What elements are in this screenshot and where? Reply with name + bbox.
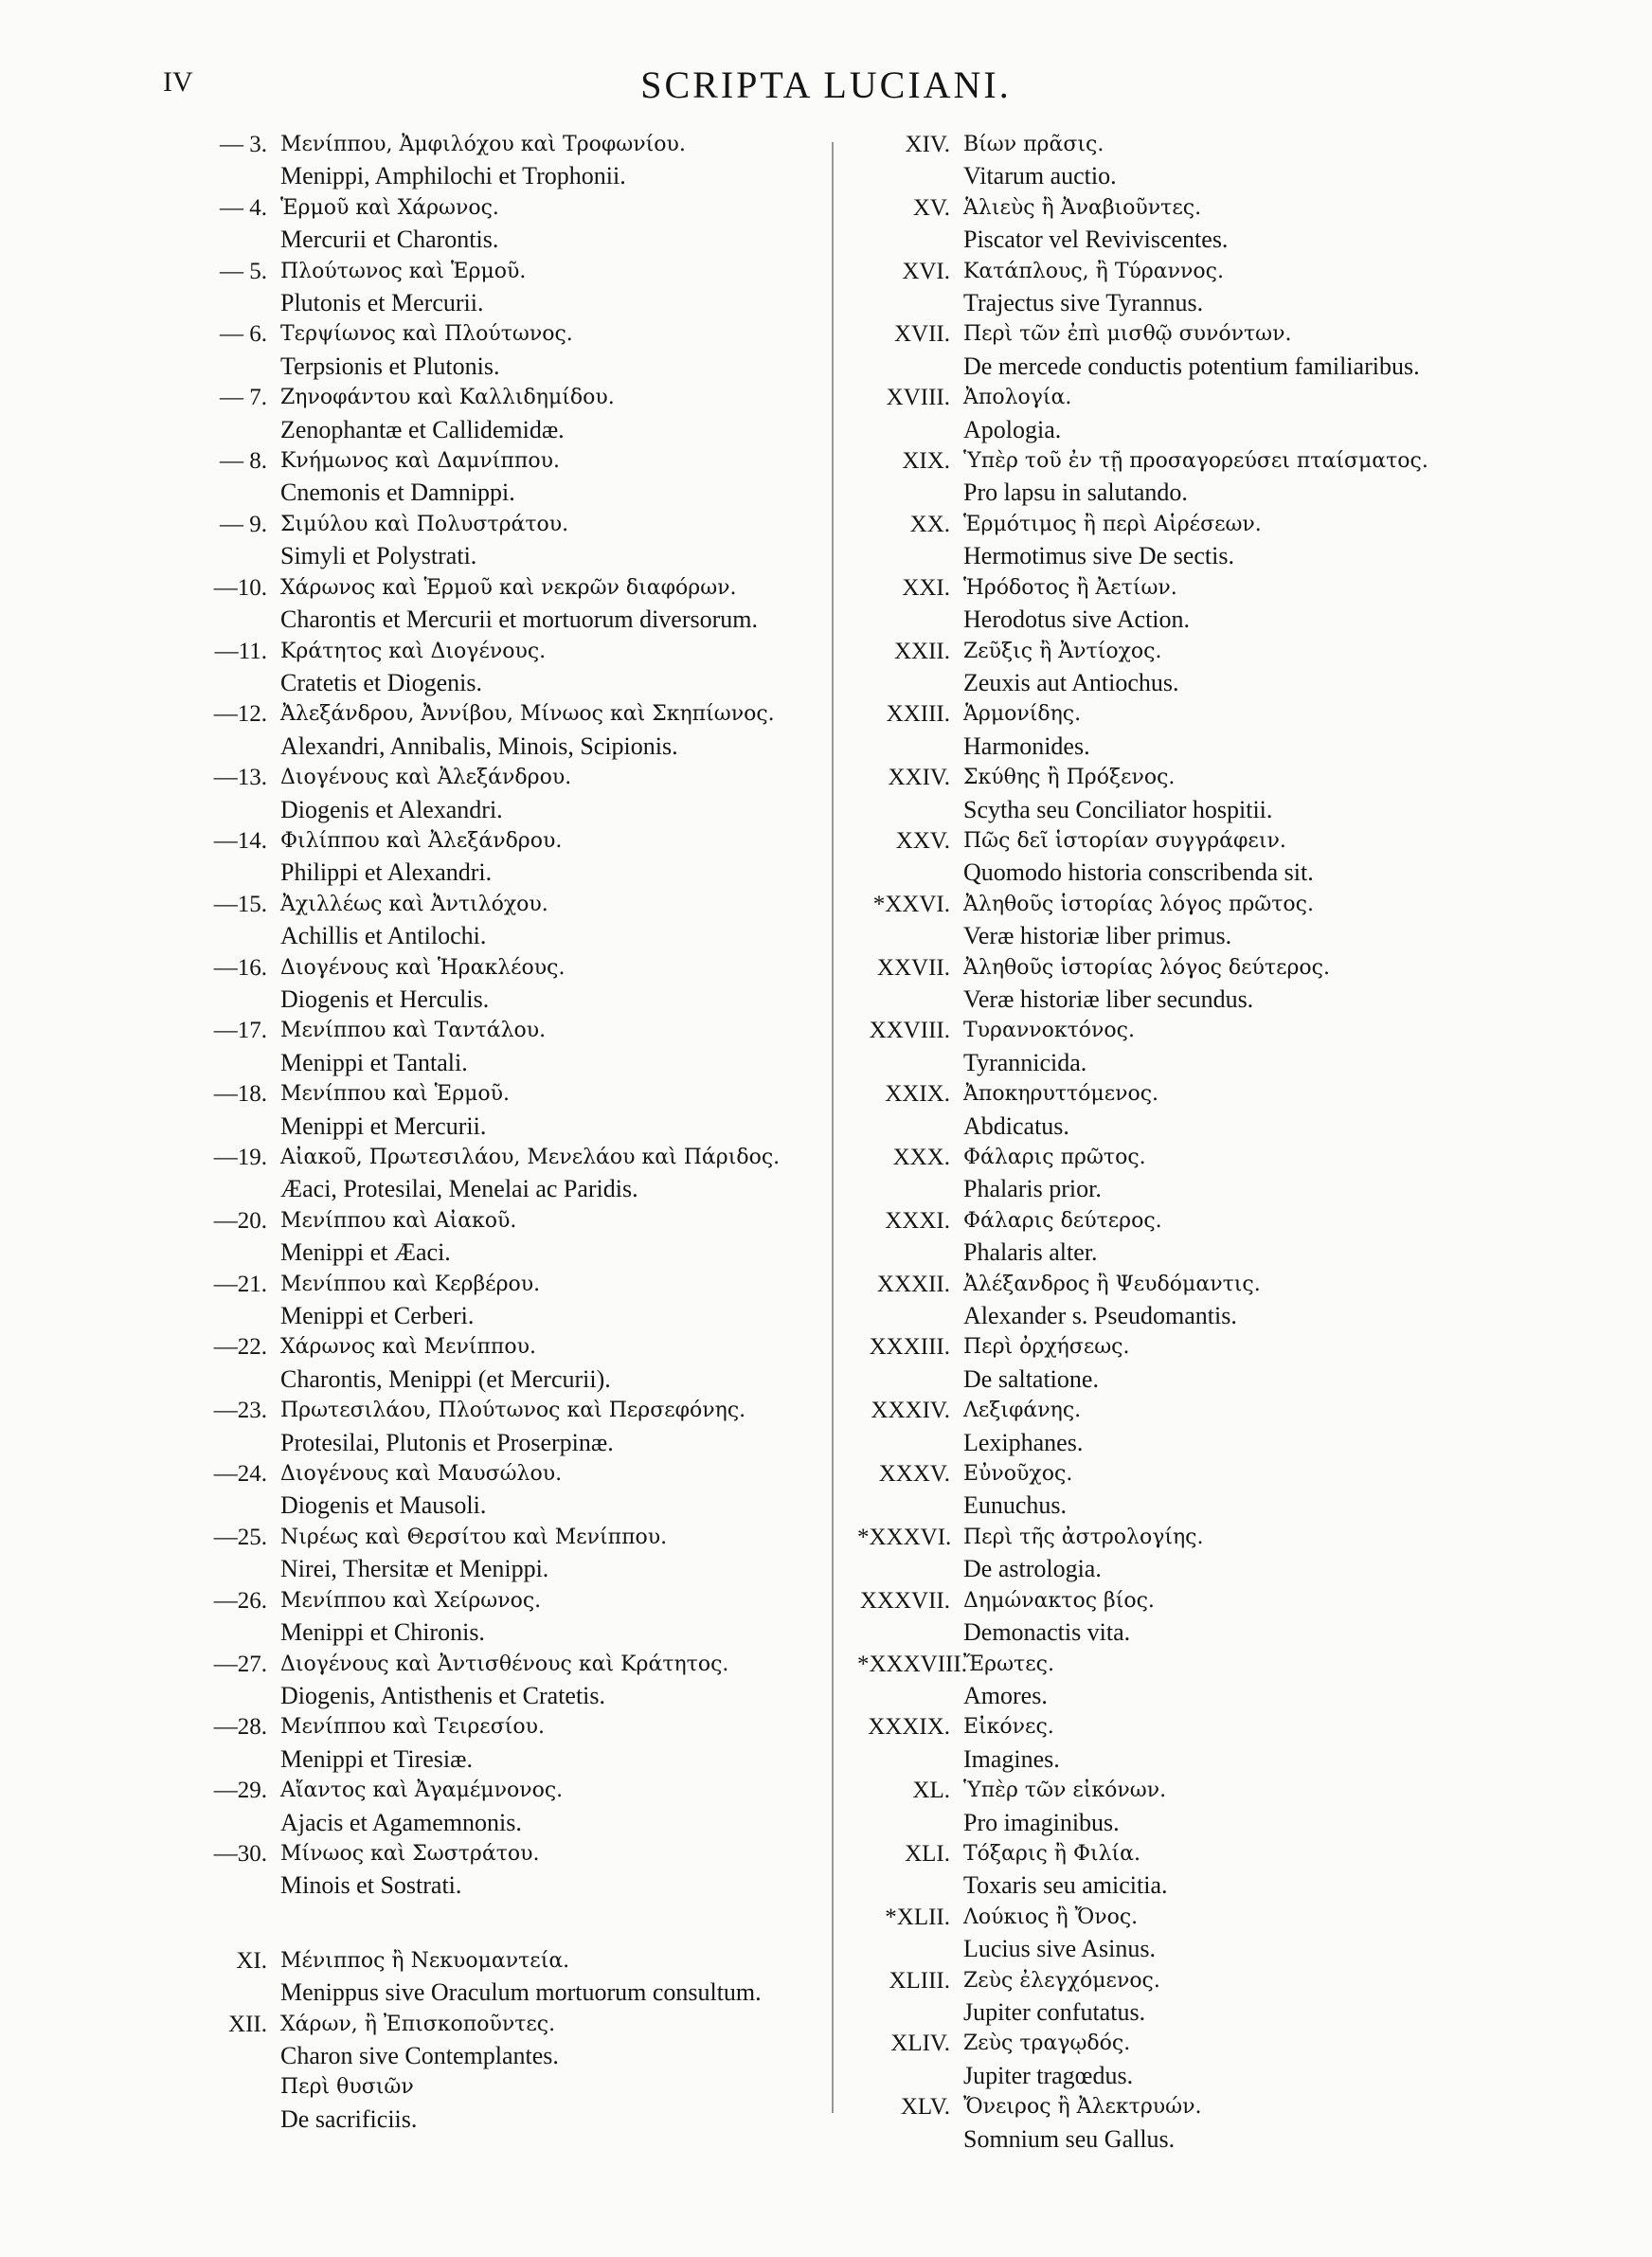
running-title: SCRIPTA LUCIANI.	[640, 63, 1012, 106]
entry-number: XXX.	[892, 1145, 950, 1170]
latin-title: Phalaris prior.	[963, 1175, 1102, 1203]
latin-title: Cratetis et Diogenis.	[280, 668, 483, 696]
latin-title: Menippi et Æaci.	[280, 1238, 451, 1267]
greek-title: Ζεὺς ἐλεγχόμενος.	[963, 1968, 1160, 1993]
page-number: IV	[163, 66, 193, 98]
toc-entry	[857, 1331, 1577, 1395]
toc-entry	[857, 1205, 1577, 1269]
toc-entry	[189, 1078, 824, 1142]
greek-title: Μενίππου καὶ Ἑρμοῦ.	[280, 1082, 511, 1107]
greek-title: Διογένους καὶ Μαυσώλου.	[280, 1462, 563, 1487]
entry-number: XVII.	[893, 321, 950, 348]
entry-number: XX.	[909, 511, 950, 537]
greek-title: Αἰακοῦ, Πρωτεσιλάου, Μενελάου καὶ Πάριδος.	[280, 1146, 781, 1169]
entry-number: XXXIX.	[868, 1714, 950, 1741]
latin-title: Terpsionis et Plutonis.	[280, 352, 500, 380]
latin-title: Vitarum auctio.	[963, 162, 1117, 190]
latin-title: Alexandri, Annibalis, Minois, Scipionis.	[280, 731, 678, 760]
page-header	[0, 63, 1652, 119]
entry-number: XXVIII.	[869, 1018, 950, 1044]
latin-title: Minois et Sostrati.	[280, 1871, 462, 1900]
greek-title: Κνήμωνος καὶ Δαμνίππου.	[280, 449, 560, 474]
latin-title: Menippi et Tantali.	[280, 1048, 468, 1076]
toc-entry	[189, 509, 824, 572]
column-divider	[832, 142, 834, 2113]
latin-title: Herodotus sive Action.	[963, 605, 1191, 634]
entry-number: XI.	[236, 1947, 267, 1974]
latin-title: Veræ historiæ liber primus.	[963, 922, 1232, 950]
greek-title: Ὄνειρος ἢ Ἀλεκτρυών.	[963, 2095, 1202, 2120]
greek-title: Κατάπλους, ἢ Τύραννος.	[963, 259, 1224, 283]
entry-number: XXV.	[895, 827, 950, 854]
greek-title: Ὑπὲρ τῶν εἰκόνων.	[963, 1779, 1167, 1803]
latin-title: Toxaris seu amicitia.	[963, 1871, 1168, 1900]
greek-title: Σιμύλου καὶ Πολυστράτου.	[280, 512, 569, 536]
greek-title: Μένιππος ἢ Νεκυομαντεία.	[280, 1948, 570, 1973]
latin-title: Cnemonis et Damnippi.	[280, 478, 515, 507]
entry-number: —28.	[213, 1714, 267, 1741]
latin-title: Diogenis et Alexandri.	[280, 795, 503, 823]
latin-title: Simyli et Polystrati.	[280, 542, 477, 570]
toc-entry	[857, 1078, 1577, 1142]
greek-title: Περὶ τῶν ἐπὶ μισθῷ συνόντων.	[963, 322, 1292, 347]
latin-title: Mercurii et Charontis.	[280, 226, 499, 254]
greek-title: Λεξιφάνης.	[963, 1399, 1082, 1423]
entry-number: XII.	[228, 2011, 267, 2037]
greek-title: Δημώνακτος βίος.	[963, 1588, 1155, 1613]
section-gap	[189, 1902, 824, 1945]
latin-title: Lucius sive Asinus.	[963, 1935, 1156, 1963]
entry-number: XVI.	[902, 258, 950, 284]
latin-title: Amores.	[963, 1681, 1048, 1709]
latin-title: Menippus sive Oraculum mortuorum consultum.	[280, 1978, 762, 2007]
latin-title: Diogenis et Herculis.	[280, 984, 490, 1013]
latin-title: Tyrannicida.	[963, 1048, 1087, 1076]
greek-title: Φάλαρις δεύτερος.	[963, 1208, 1162, 1233]
toc-entry	[857, 825, 1577, 889]
work-list	[857, 129, 1577, 2155]
greek-title: Σκύθης ἢ Πρόξενος.	[963, 766, 1176, 790]
greek-title: Ἀχιλλέως καὶ Ἀντιλόχου.	[280, 892, 548, 916]
work-list	[189, 1945, 824, 2135]
entry-number: —20.	[213, 1207, 267, 1234]
latin-title: Piscator vel Reviviscentes.	[963, 226, 1229, 254]
latin-title: Menippi, Amphilochi et Trophonii.	[280, 162, 626, 190]
entry-number: XLIII.	[889, 1967, 950, 1994]
toc-entry	[189, 256, 824, 319]
toc-entry	[857, 256, 1577, 319]
latin-title: Somnium seu Gallus.	[963, 2124, 1176, 2153]
toc-entry	[857, 1965, 1577, 2029]
toc-entry	[189, 1711, 824, 1775]
greek-title: Ὑπὲρ τοῦ ἐν τῇ προσαγορεύσει πταίσματος.	[963, 449, 1428, 474]
greek-title: Διογένους καὶ Ἡρακλέους.	[280, 955, 566, 980]
entry-number: —13.	[213, 765, 267, 791]
greek-title: Ἀλέξανδρος ἢ Ψευδόμαντις.	[963, 1272, 1261, 1296]
latin-title: Pro imaginibus.	[963, 1808, 1120, 1836]
latin-title: Harmonides.	[963, 731, 1090, 760]
toc-entry	[857, 1015, 1577, 1078]
latin-title: Alexander s. Pseudomantis.	[963, 1302, 1237, 1330]
greek-title: Ἀληθοῦς ἱστορίας λόγος δεύτερος.	[963, 955, 1330, 980]
toc-entry	[189, 1269, 824, 1332]
greek-title: Βίων πρᾶσις.	[963, 133, 1104, 156]
toc-entry	[857, 382, 1577, 445]
greek-title: Ἔρωτες.	[963, 1652, 1054, 1676]
toc-entry	[857, 1775, 1577, 1838]
toc-entry	[857, 2091, 1577, 2155]
toc-entry	[857, 2028, 1577, 2091]
entry-number: *XXXVI.	[857, 1524, 952, 1550]
greek-title: Πλούτωνος καὶ Ἑρμοῦ.	[280, 259, 527, 283]
latin-title: Jupiter confutatus.	[963, 1997, 1146, 2026]
entry-number: —26.	[213, 1587, 267, 1614]
greek-title: Πῶς δεῖ ἱστορίαν συγγράφειν.	[963, 828, 1286, 853]
toc-entry	[857, 509, 1577, 572]
latin-title: Veræ historiæ liber secundus.	[963, 984, 1254, 1013]
entry-number: —15.	[213, 891, 267, 917]
toc-entry	[189, 825, 824, 889]
latin-title: Eunuchus.	[963, 1491, 1068, 1520]
latin-title: Charontis et Mercurii et mortuorum diversorum.	[280, 605, 759, 634]
entry-number: XXIII.	[886, 701, 950, 728]
entry-number: —18.	[213, 1081, 267, 1108]
greek-title: Διογένους καὶ Ἀλεξάνδρου.	[280, 766, 572, 790]
dialogue-list	[189, 129, 824, 1902]
entry-number: XXII.	[893, 638, 950, 664]
greek-title: Κράτητος καὶ Διογένους.	[280, 639, 547, 663]
greek-title: Μενίππου καὶ Τειρεσίου.	[280, 1715, 545, 1740]
greek-title: Μίνωος καὶ Σωστράτου.	[280, 1841, 540, 1866]
latin-title: Phalaris alter.	[963, 1238, 1098, 1267]
entry-number: —27.	[213, 1651, 267, 1677]
greek-title: Νιρέως καὶ Θερσίτου καὶ Μενίππου.	[280, 1525, 668, 1549]
toc-entry	[189, 1205, 824, 1269]
latin-title: De saltatione.	[963, 1364, 1099, 1393]
toc-entry	[857, 1902, 1577, 1965]
latin-title: De astrologia.	[963, 1555, 1102, 1583]
entry-number: —30.	[213, 1840, 267, 1867]
entry-number: XXXI.	[885, 1207, 950, 1234]
greek-title: Ζηνοφάντου καὶ Καλλιδημίδου.	[280, 386, 615, 410]
greek-title: Διογένους καὶ Ἀντισθένους καὶ Κράτητος.	[280, 1652, 729, 1676]
latin-title: Quomodo historia conscribenda sit.	[963, 858, 1314, 887]
entry-number: XL.	[912, 1778, 950, 1804]
entry-number: —12.	[213, 701, 267, 728]
latin-title: Zenophantæ et Callidemidæ.	[280, 415, 565, 443]
greek-title: Ἀληθοῦς ἱστορίας λόγος πρῶτος.	[963, 892, 1314, 916]
entry-number: — 4.	[220, 194, 267, 221]
toc-entry	[857, 1269, 1577, 1332]
latin-title: Nirei, Thersitæ et Menippi.	[280, 1555, 549, 1583]
right-column	[857, 129, 1577, 2155]
greek-title: Περὶ ὀρχήσεως.	[963, 1335, 1130, 1360]
entry-number: *XXXVIII.	[857, 1651, 967, 1677]
toc-entry	[189, 952, 824, 1016]
greek-title: Ἑρμοῦ καὶ Χάρωνος.	[280, 195, 499, 220]
entry-number: XLV.	[900, 2094, 950, 2121]
toc-entry	[857, 1838, 1577, 1902]
toc-entry	[857, 698, 1577, 762]
greek-title: Φάλαρις πρῶτος.	[963, 1146, 1146, 1169]
entry-number: XV.	[912, 194, 950, 221]
entry-number: XLI.	[905, 1840, 950, 1867]
latin-title: Hermotimus sive De sectis.	[963, 542, 1234, 570]
toc-entry	[857, 1142, 1577, 1205]
greek-title: Μενίππου καὶ Κερβέρου.	[280, 1272, 541, 1296]
entry-number: XXXV.	[878, 1461, 950, 1488]
entry-number: XXI.	[902, 574, 950, 601]
entry-number: —29.	[213, 1778, 267, 1804]
greek-title: Χάρωνος καὶ Μενίππου.	[280, 1335, 537, 1360]
entry-number: — 6.	[220, 321, 267, 348]
entry-number: XXXIV.	[871, 1398, 950, 1424]
latin-title: Ajacis et Agamemnonis.	[280, 1808, 522, 1836]
toc-entry	[189, 2009, 824, 2136]
toc-entry	[857, 636, 1577, 699]
latin-title: Charon sive Contemplantes.	[280, 2041, 559, 2069]
toc-entry	[189, 762, 824, 825]
entry-number: *XXVI.	[872, 891, 950, 917]
latin-title: Apologia.	[963, 415, 1062, 443]
toc-entry	[857, 445, 1577, 509]
greek-title: Τυραννοκτόνος.	[963, 1019, 1135, 1043]
greek-title: Πρωτεσιλάου, Πλούτωνος καὶ Περσεφόνης.	[280, 1399, 746, 1423]
toc-entry	[189, 1395, 824, 1458]
greek-title: Μενίππου καὶ Ταντάλου.	[280, 1019, 547, 1043]
toc-entry	[857, 1649, 1577, 1712]
entry-number: — 8.	[220, 448, 267, 475]
toc-entry	[189, 636, 824, 699]
toc-entry	[189, 1775, 824, 1838]
latin-title: Æaci, Protesilai, Menelai ac Paridis.	[280, 1175, 638, 1203]
greek-title: Ζεῦξις ἢ Ἀντίοχος.	[963, 639, 1162, 663]
toc-entry	[857, 762, 1577, 825]
toc-entry	[857, 1395, 1577, 1458]
entry-number: —10.	[213, 574, 267, 601]
latin-title: Jupiter tragœdus.	[963, 2061, 1134, 2089]
toc-entry	[189, 1458, 824, 1522]
toc-entry	[857, 318, 1577, 382]
entry-number: —11.	[214, 638, 267, 664]
toc-entry	[857, 1522, 1577, 1585]
toc-entry	[857, 192, 1577, 256]
latin-title: Menippi et Cerberi.	[280, 1302, 475, 1330]
latin-title: Imagines.	[963, 1744, 1060, 1773]
entry-number: —19.	[213, 1145, 267, 1170]
entry-number: XLIV.	[890, 2031, 950, 2057]
entry-number: —14.	[213, 827, 267, 854]
latin-title: Philippi et Alexandri.	[280, 858, 493, 887]
toc-entry	[189, 1331, 824, 1395]
toc-entry	[189, 318, 824, 382]
toc-entry	[189, 1015, 824, 1078]
greek-subtitle: Περὶ θυσιῶν	[280, 2075, 414, 2100]
entry-number: XVIII.	[886, 385, 950, 411]
greek-title: Ζεὺς τραγῳδός.	[963, 2031, 1131, 2056]
latin-title: Menippi et Tiresiæ.	[280, 1744, 473, 1773]
entry-number: —25.	[213, 1524, 267, 1550]
entry-number: XXIX.	[885, 1081, 950, 1108]
latin-title: Trajectus sive Tyrannus.	[963, 289, 1204, 317]
toc-entry	[189, 1585, 824, 1649]
toc-entry	[189, 572, 824, 636]
toc-entry	[189, 382, 824, 445]
entry-number: XIX.	[902, 448, 950, 475]
greek-title: Ἑρμότιμος ἢ περὶ Αἱρέσεων.	[963, 512, 1262, 536]
entry-number: — 9.	[220, 511, 267, 537]
greek-title: Ἀποκηρυττόμενος.	[963, 1082, 1159, 1107]
latin-subtitle: De sacrificiis.	[280, 2104, 418, 2133]
latin-title: Charontis, Menippi (et Mercurii).	[280, 1364, 611, 1393]
latin-title: Demonactis vita.	[963, 1618, 1131, 1647]
latin-title: Pro lapsu in salutando.	[963, 478, 1188, 507]
toc-entry	[857, 129, 1577, 192]
greek-title: Ἁλιεὺς ἢ Ἀναβιοῦντες.	[963, 195, 1202, 220]
greek-title: Ἀλεξάνδρου, Ἀννίβου, Μίνωος καὶ Σκηπίωνος.	[280, 702, 775, 727]
latin-title: Menippi et Chironis.	[280, 1618, 485, 1647]
toc-entry	[189, 889, 824, 952]
latin-title: Diogenis et Mausoli.	[280, 1491, 487, 1520]
toc-entry	[189, 129, 824, 192]
entry-number: —23.	[213, 1398, 267, 1424]
entry-number: XXIV.	[888, 765, 950, 791]
toc-entry	[857, 1711, 1577, 1775]
toc-entry	[189, 698, 824, 762]
toc-entry	[857, 952, 1577, 1016]
entry-number: —22.	[213, 1334, 267, 1361]
toc-entry	[857, 1585, 1577, 1649]
left-column	[189, 129, 824, 2135]
greek-title: Φιλίππου καὶ Ἀλεξάνδρου.	[280, 828, 563, 853]
greek-title: Περὶ τῆς ἀστρολογίης.	[963, 1525, 1204, 1549]
entry-number: — 3.	[220, 132, 267, 157]
entry-number: XIV.	[905, 132, 950, 157]
greek-title: Ἀπολογία.	[963, 386, 1072, 410]
greek-title: Τόξαρις ἢ Φιλία.	[963, 1841, 1141, 1866]
greek-title: Ἡρόδοτος ἢ Ἀετίων.	[963, 575, 1177, 600]
latin-title: Plutonis et Mercurii.	[280, 289, 484, 317]
latin-title: Scytha seu Conciliator hospitii.	[963, 795, 1273, 823]
toc-entry	[857, 1458, 1577, 1522]
entry-number: *XLII.	[885, 1904, 950, 1930]
latin-title: Achillis et Antilochi.	[280, 922, 487, 950]
entry-number: XXXII.	[876, 1271, 950, 1297]
greek-title: Αἴαντος καὶ Ἀγαμέμνονος.	[280, 1779, 564, 1803]
entry-number: —24.	[213, 1461, 267, 1488]
entry-number: —17.	[213, 1018, 267, 1044]
latin-title: Protesilai, Plutonis et Proserpinæ.	[280, 1428, 614, 1456]
entry-number: XXVII.	[876, 954, 950, 981]
toc-entry	[189, 1838, 824, 1902]
toc-entry	[189, 1142, 824, 1205]
toc-entry	[189, 1945, 824, 2009]
greek-title: Εἰκόνες.	[963, 1715, 1054, 1740]
entry-number: —21.	[213, 1271, 267, 1297]
entry-number: —16.	[213, 954, 267, 981]
entry-number: XXXVII.	[859, 1587, 950, 1614]
greek-title: Λούκιος ἢ Ὄνος.	[963, 1905, 1139, 1929]
toc-entry	[189, 192, 824, 256]
entry-number: XXXIII.	[869, 1334, 950, 1361]
latin-title: Zeuxis aut Antiochus.	[963, 668, 1179, 696]
greek-title: Χάρων, ἢ Ἐπισκοποῦντες.	[280, 2012, 556, 2036]
toc-entry	[189, 445, 824, 509]
greek-title: Εὐνοῦχος.	[963, 1462, 1073, 1487]
toc-entry	[189, 1649, 824, 1712]
entry-number: — 5.	[220, 258, 267, 284]
latin-title: De mercede conductis potentium familiaribus.	[963, 352, 1420, 380]
greek-title: Ἁρμονίδης.	[963, 702, 1082, 727]
greek-title: Μενίππου καὶ Χείρωνος.	[280, 1588, 542, 1613]
greek-title: Χάρωνος καὶ Ἑρμοῦ καὶ νεκρῶν διαφόρων.	[280, 575, 737, 600]
latin-title: Diogenis, Antisthenis et Cratetis.	[280, 1681, 606, 1709]
latin-title: Lexiphanes.	[963, 1428, 1084, 1456]
toc-entry	[189, 1522, 824, 1585]
greek-title: Μενίππου καὶ Αἰακοῦ.	[280, 1208, 517, 1233]
latin-title: Menippi et Mercurii.	[280, 1111, 487, 1140]
greek-title: Μενίππου, Ἀμφιλόχου καὶ Τροφωνίου.	[280, 133, 686, 156]
toc-entry	[857, 572, 1577, 636]
greek-title: Τερψίωνος καὶ Πλούτωνος.	[280, 322, 573, 347]
latin-title: Abdicatus.	[963, 1111, 1069, 1140]
entry-number: — 7.	[220, 385, 267, 411]
toc-entry	[857, 889, 1577, 952]
